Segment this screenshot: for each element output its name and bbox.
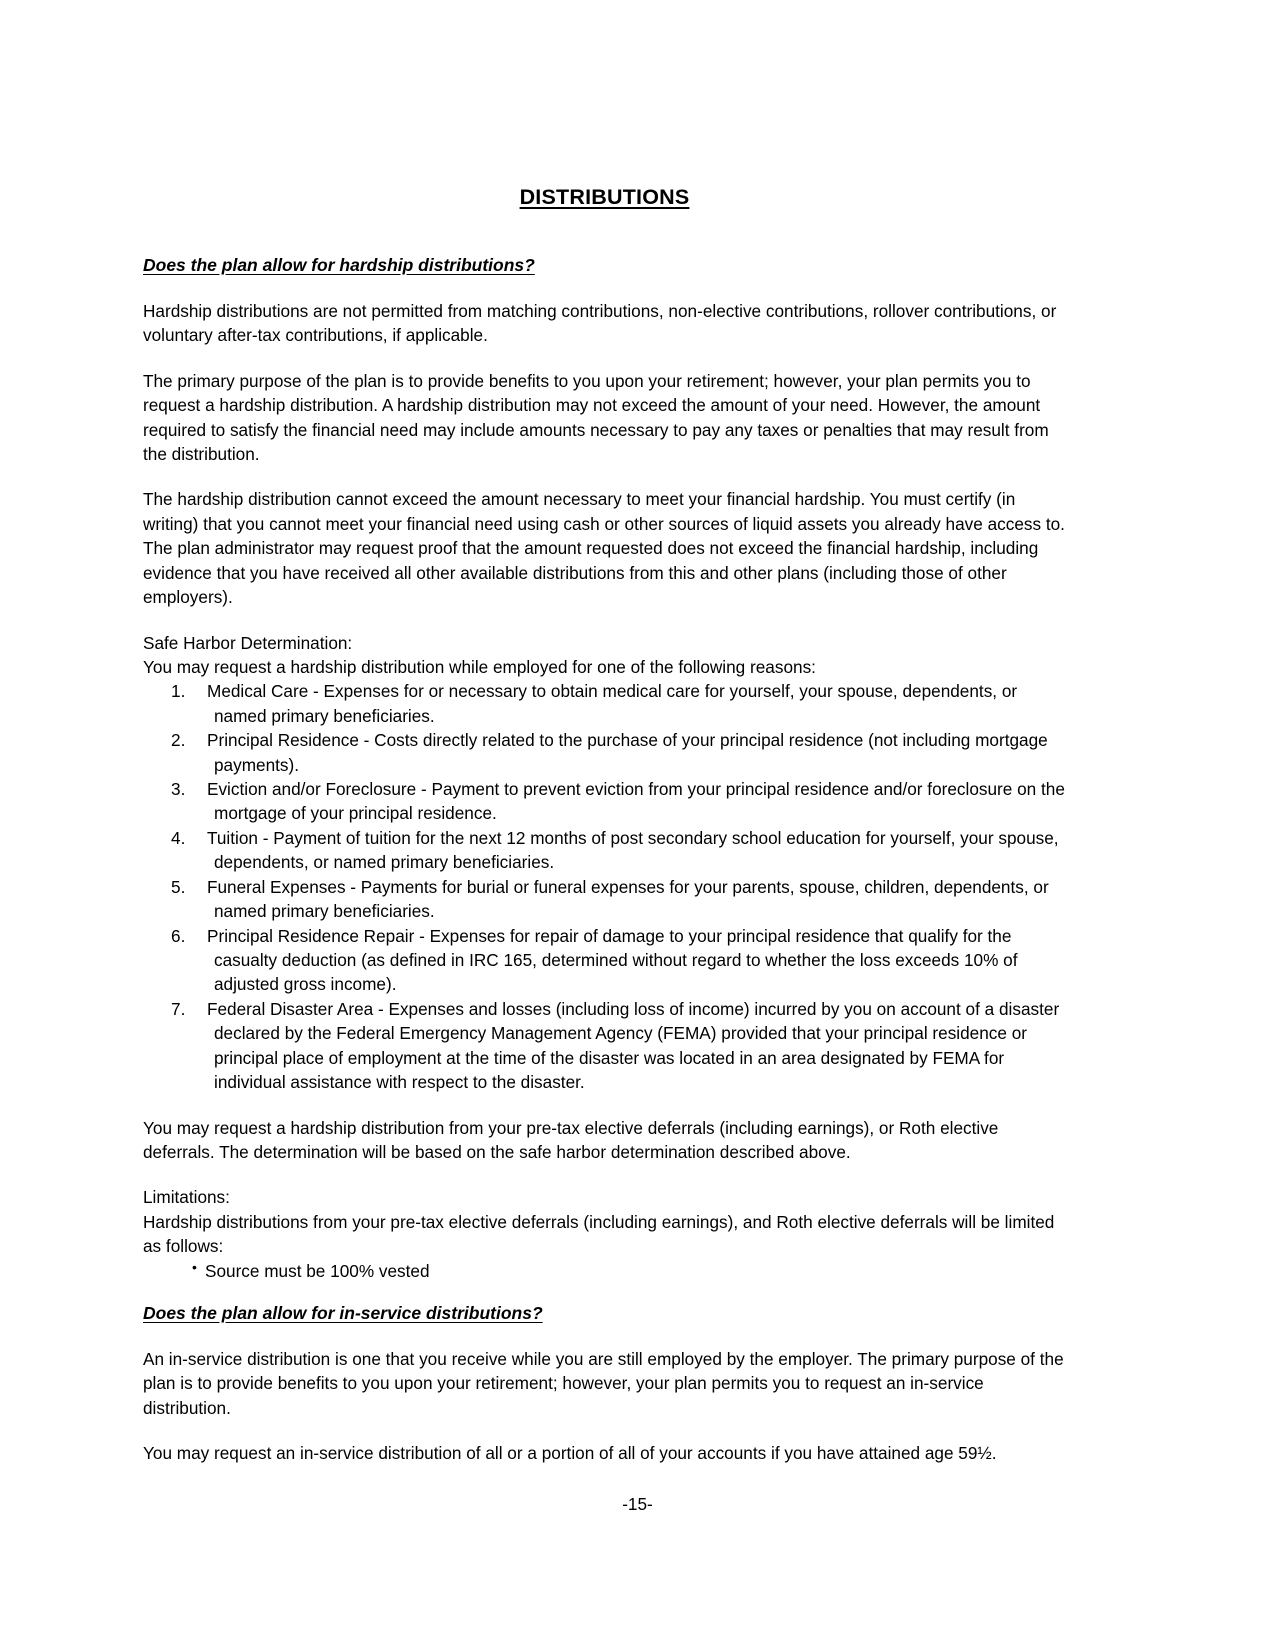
list-item-text: Principal Residence - Costs directly related to the purchase of your principal residence (not including mortgage payments).	[207, 730, 1048, 775]
page-number: -15-	[622, 1494, 653, 1514]
list-item	[192, 1259, 1066, 1283]
page-title	[143, 185, 1066, 210]
limitations-label: Limitations:	[143, 1187, 230, 1208]
safe-harbor-intro: You may request a hardship distribution while employed for one of the following reasons:	[143, 656, 816, 677]
hardship-paragraph-2: The primary purpose of the plan is to provide benefits to you upon your retirement; however, your plan permits you to request a hardship distribution. A hardship distribution may not exceed the amount of your need. However, the amount required to satisfy the financial need may include amounts necessary to pay any taxes or penalties that may result from the distribution.	[143, 370, 1049, 464]
page-content	[143, 185, 1066, 1487]
section-heading-hardship: Does the plan allow for hardship distributions?	[143, 255, 535, 275]
list-item	[143, 997, 1066, 1095]
in-service-paragraph-2: You may request an in-service distribution of all or a portion of all of your accounts if you have attained age 59½.	[143, 1443, 997, 1464]
list-item-text: Tuition - Payment of tuition for the next 12 months of post secondary school education for yourself, your spouse, dependents, or named primary beneficiaries.	[207, 827, 1059, 873]
limitations-bullet-list	[143, 1259, 1066, 1283]
hardship-paragraph-1: Hardship distributions are not permitted from matching contributions, non-elective contributions, rollover contributions, or voluntary after-tax contributions, if applicable.	[143, 300, 1057, 346]
list-item	[143, 777, 1066, 826]
in-service-paragraph-1: An in-service distribution is one that you receive while you are still employed by the employer. The primary purpose of the plan is to provide benefits to you upon your retirement; however, your plan permits you to request an in-service distribution.	[143, 1348, 1064, 1418]
list-item	[143, 826, 1066, 875]
section-spacer	[143, 1283, 1066, 1303]
list-item	[143, 875, 1066, 924]
list-item-text: Source must be 100% vested	[205, 1260, 430, 1281]
page-title-text: DISTRIBUTIONS	[519, 185, 690, 209]
list-item-text: Federal Disaster Area - Expenses and losses (including loss of income) incurred by you on account of a disaster declared by the Federal Emergency Management Agency (FEMA) provided that your principal residence or principal place of employment at the time of the disaster was located in an area designated by FEMA for individual assistance with respect to the disaster.	[207, 998, 1060, 1093]
list-item-text: Principal Residence Repair - Expenses for repair of damage to your principal residence that qualify for the casualty deduction (as defined in IRC 165, determined without regard to whether the loss exceeds 10% of adjusted gross income).	[207, 925, 1018, 995]
list-item-text: Medical Care - Expenses for or necessary to obtain medical care for yourself, your spouse, dependents, or named primary beneficiaries.	[207, 681, 1018, 726]
section-heading-in-service: Does the plan allow for in-service distributions?	[143, 1303, 543, 1324]
hardship-paragraph-3: The hardship distribution cannot exceed the amount necessary to meet your financial hardship. You must certify (in writing) that you cannot meet your financial need using cash or other sources of liquid assets you already have access to. The plan administrator may request proof that the amount requested does not exceed the financial hardship, including evidence that you have received all other available distributions from this and other plans (including those of other employers).	[143, 489, 1065, 608]
limitations-intro: Hardship distributions from your pre-tax elective deferrals (including earnings), and Roth elective deferrals will be limited as follows:	[143, 1211, 1055, 1257]
list-item-text: Funeral Expenses - Payments for burial or funeral expenses for your parents, spouse, children, dependents, or named primary beneficiaries.	[207, 876, 1049, 922]
list-item-text: Eviction and/or Foreclosure - Payment to prevent eviction from your principal residence and/or foreclosure on the mortgage of your principal residence.	[207, 779, 1065, 824]
list-item	[143, 728, 1066, 777]
safe-harbor-label: Safe Harbor Determination:	[143, 632, 353, 653]
safe-harbor-reasons-list	[143, 679, 1066, 1094]
list-item	[143, 679, 1066, 728]
hardship-deferrals-paragraph: You may request a hardship distribution from your pre-tax elective deferrals (including earnings), or Roth elective deferrals. The determination will be based on the safe harbor determination described above.	[143, 1117, 999, 1162]
list-item	[143, 924, 1066, 997]
